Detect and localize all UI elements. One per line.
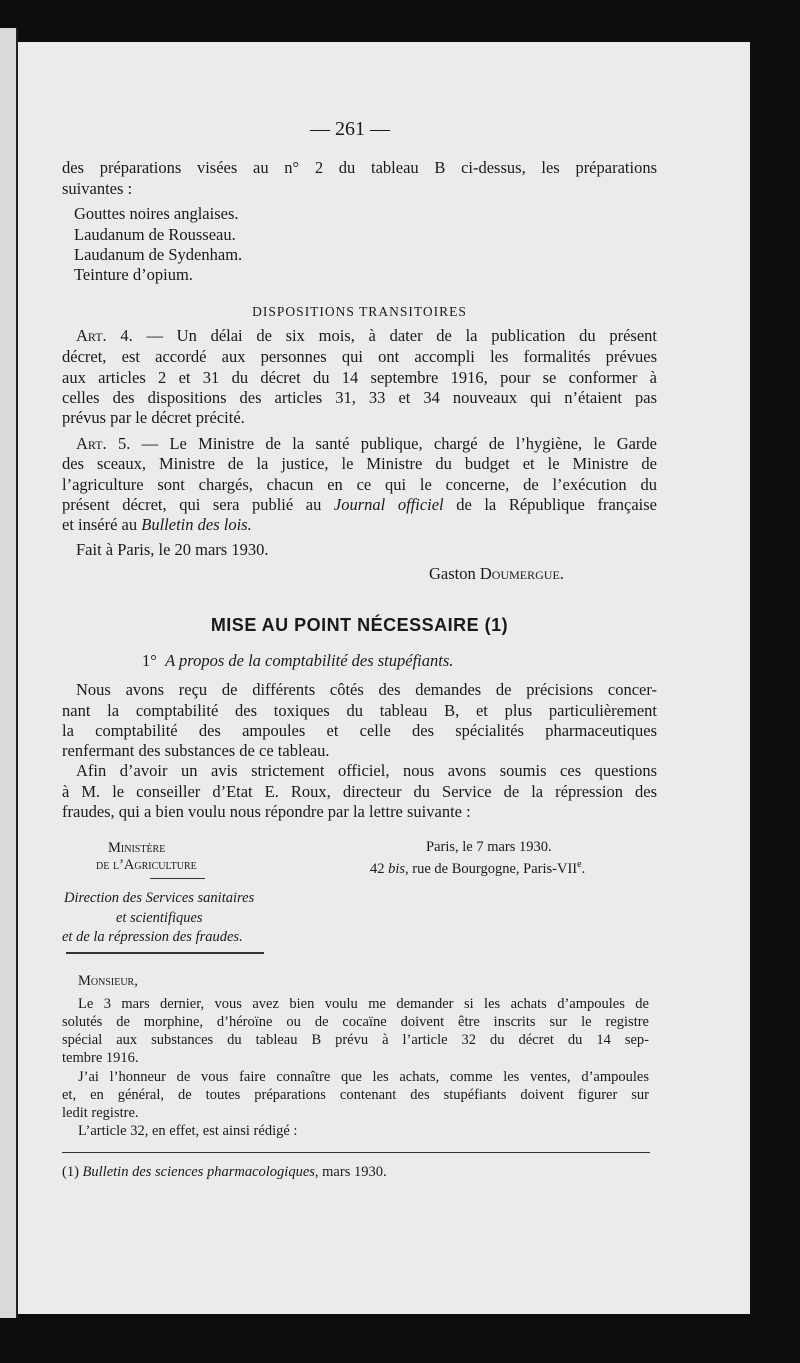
article-5-label: Art. 5.	[76, 434, 131, 453]
letter-line: Le 3 mars dernier, vous avez bien voulu me demander si les achats d’ampoules de	[78, 996, 649, 1012]
section-heading: DISPOSITIONS TRANSITOIRES	[252, 304, 467, 319]
article-5-line: l’agriculture sont chargés, chacun en ce qui le concerne, de l’exécution du	[62, 475, 657, 494]
article-4-line: aux articles 2 et 31 du décret du 14 septembre 1916, pour se conformer à	[62, 368, 657, 387]
letter-line: L’article 32, en effet, est ainsi rédigé :	[78, 1123, 298, 1139]
previous-page-edge	[0, 28, 18, 1318]
article-5-line: et inséré au Bulletin des lois.	[62, 515, 252, 534]
letterhead-ministry: de l’Agriculture	[96, 857, 197, 873]
letter-date: Paris, le 7 mars 1930.	[426, 839, 552, 855]
paragraph-line: fraudes, qui a bien voulu nous répondre par la lettre suivante :	[62, 802, 471, 821]
bulletin-des-lois: Bulletin des lois.	[141, 515, 252, 534]
article-4-line: celles des dispositions des articles 31, 33 et 34 nouveaux qui n’étaient pas	[62, 388, 657, 407]
article-4-text: — Un délai de six mois, à dater de la publication du présent	[146, 326, 658, 345]
article-5-line: des sceaux, Ministre de la justice, le Ministre du budget et le Ministre de	[62, 454, 657, 473]
letter-line: J’ai l’honneur de vous faire connaître que les achats, comme les ventes, d’ampoules	[78, 1069, 649, 1085]
paragraph-line: Nous avons reçu de différents côtés des demandes de précisions concer-	[76, 680, 657, 699]
preparation-item: Laudanum de Rousseau.	[74, 225, 236, 244]
preparation-item: Gouttes noires anglaises.	[74, 204, 239, 223]
intro-line: des préparations visées au n° 2 du tableau B ci-dessus, les préparations	[62, 158, 657, 177]
page-number: — 261 —	[310, 118, 390, 140]
article-5-text: — Le Ministre de la santé publique, chargé de l’hygiène, le Garde	[141, 434, 657, 453]
letter-line: ledit registre.	[62, 1105, 139, 1121]
paragraph-line: nant la comptabilité des toxiques du tableau B, et plus particulièrement	[62, 701, 657, 720]
letterhead-ministry: Ministère	[108, 840, 166, 856]
paragraph-line: la comptabilité des ampoules et celle des spécialités pharmaceutiques	[62, 721, 657, 740]
preparation-item: Laudanum de Sydenham.	[74, 245, 243, 264]
signed-date: Fait à Paris, le 20 mars 1930.	[76, 540, 269, 559]
preparation-item: Teinture d’opium.	[74, 265, 193, 284]
letter-line: tembre 1916.	[62, 1050, 139, 1066]
paragraph-line: renfermant des substances de ce tableau.	[62, 741, 330, 760]
footnote-rule	[62, 1152, 650, 1153]
article-4-line: prévus par le décret précité.	[62, 408, 245, 427]
article-4-label: Art. 4.	[76, 326, 133, 345]
signature: Gaston Doumergue.	[429, 564, 564, 583]
intro-line: suivantes :	[62, 179, 133, 198]
paragraph-line: Afin d’avoir un avis strictement officiel, nous avons soumis ces questions	[76, 761, 657, 780]
footnote: (1) Bulletin des sciences pharmacologiques, mars 1930.	[62, 1164, 387, 1180]
letter-address: 42 bis, rue de Bourgogne, Paris-VIIe.	[370, 859, 586, 877]
letterhead-direction: et scientifiques	[116, 910, 203, 926]
journal-officiel: Journal officiel	[333, 495, 444, 514]
divider	[150, 878, 205, 879]
footnote-source: Bulletin des sciences pharmacologiques,	[82, 1164, 319, 1180]
paragraph-line: à M. le conseiller d’Etat E. Roux, directeur du Service de la répression des	[62, 782, 657, 801]
article-5-line: présent décret, qui sera publié au Journal officiel de la République française	[62, 495, 657, 514]
divider	[66, 952, 264, 954]
article-5-line	[76, 433, 657, 454]
article-4-line: décret, est accordé aux personnes qui ont accompli les formalités prévues	[62, 347, 657, 366]
salutation: Monsieur,	[78, 973, 138, 989]
letter-line: et, en général, de toutes préparations contenant des stupéfiants doivent figurer sur	[62, 1087, 649, 1103]
main-title: MISE AU POINT NÉCESSAIRE (1)	[210, 615, 509, 635]
letter-line: solutés de morphine, d’héroïne ou de cocaïne doivent être inscrits sur le registre	[62, 1014, 649, 1030]
article-4-line	[76, 325, 657, 346]
letterhead-direction: Direction des Services sanitaires	[64, 890, 255, 906]
subtitle: 1° A propos de la comptabilité des stupéfiants.	[142, 651, 454, 670]
letterhead-direction: et de la répression des fraudes.	[62, 929, 243, 945]
letter-line: spécial aux substances du tableau B prévu à l’article 32 du décret du 14 sep-	[62, 1032, 649, 1048]
